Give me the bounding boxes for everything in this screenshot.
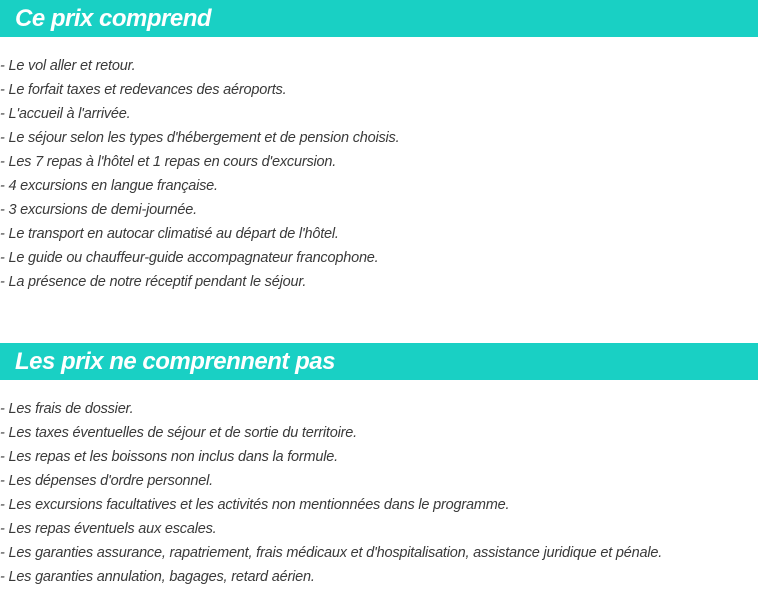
list-item: - Les frais de dossier. (0, 401, 134, 417)
list-item: - Les excursions facultatives et les activités non mentionnées dans le programme. (0, 497, 510, 513)
list-item: - Le séjour selon les types d'hébergement et de pension choisis. (0, 130, 400, 146)
list-item: - La présence de notre réceptif pendant le séjour. (0, 274, 307, 290)
list-item: - Le vol aller et retour. (0, 58, 136, 74)
includes-section-title: Ce prix comprend (0, 0, 758, 37)
excludes-list (0, 397, 662, 589)
list-item: - Les repas éventuels aux escales. (0, 521, 217, 537)
list-item: - 4 excursions en langue française. (0, 178, 218, 194)
list-item: - Les repas et les boissons non inclus dans la formule. (0, 449, 338, 465)
list-item: - Les dépenses d'ordre personnel. (0, 473, 214, 489)
list-item: - Le transport en autocar climatisé au départ de l'hôtel. (0, 226, 339, 242)
list-item: - Le guide ou chauffeur-guide accompagnateur francophone. (0, 250, 379, 266)
excludes-section-title: Les prix ne comprennent pas (0, 343, 758, 380)
list-item: - Les taxes éventuelles de séjour et de sortie du territoire. (0, 425, 357, 441)
includes-list (0, 54, 399, 294)
list-item: - L'accueil à l'arrivée. (0, 106, 131, 122)
list-item: - Les garanties annulation, bagages, retard aérien. (0, 569, 315, 585)
list-item: - Les 7 repas à l'hôtel et 1 repas en cours d'excursion. (0, 154, 337, 170)
list-item: - 3 excursions de demi-journée. (0, 202, 197, 218)
list-item: - Le forfait taxes et redevances des aéroports. (0, 82, 287, 98)
list-item: - Les garanties assurance, rapatriement, frais médicaux et d'hospitalisation, assistance juridique et pénale. (0, 545, 663, 561)
